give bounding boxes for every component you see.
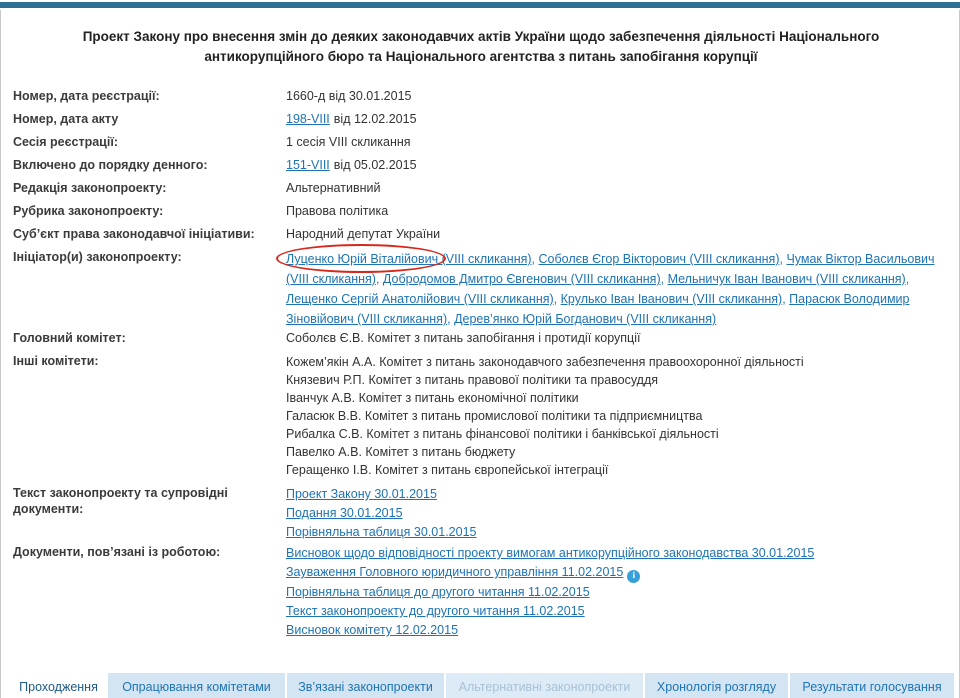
initiator-link[interactable]: Дерев’янко Юрій Богданович (VIII скликання) bbox=[454, 312, 717, 326]
act-value bbox=[286, 111, 949, 127]
edition-value: Альтернативний bbox=[286, 181, 381, 195]
initiators-label: Ініціатор(и) законопроекту: bbox=[13, 250, 182, 264]
document-line bbox=[286, 602, 943, 621]
document-line bbox=[286, 563, 943, 583]
registration-value: 1660-д від 30.01.2015 bbox=[286, 89, 412, 103]
document-line bbox=[286, 504, 943, 523]
act-number-link[interactable]: 198-VIII bbox=[286, 112, 330, 126]
committee-item: Кожем’якін А.А. Комітет з питань законодавчого забезпечення правоохоронної діяльності bbox=[286, 355, 804, 369]
initiator-link[interactable]: Лещенко Сергій Анатолійович (VIII скликання) bbox=[286, 292, 554, 306]
row-act-number bbox=[13, 111, 949, 127]
registration-label: Номер, дата реєстрації: bbox=[13, 89, 160, 103]
row-agenda bbox=[13, 157, 949, 173]
tab-zviazani-zakonoproekty[interactable]: Зв’язані законопроекти bbox=[287, 673, 444, 698]
document-line bbox=[286, 544, 943, 563]
committee-item: Рибалка С.В. Комітет з питань фінансової політики і банківської діяльності bbox=[286, 427, 719, 441]
row-rubric bbox=[13, 203, 949, 219]
related-document-link[interactable]: Текст законопроекту до другого читання 11.02.2015 bbox=[286, 604, 585, 618]
document-line bbox=[286, 523, 943, 542]
tab-bar bbox=[11, 673, 954, 698]
tab-prohodzhennia[interactable]: Проходження bbox=[11, 673, 106, 698]
related-documents-label: Документи, пов’язані із роботою: bbox=[13, 545, 221, 559]
subject-value: Народний депутат України bbox=[286, 227, 441, 241]
row-session bbox=[13, 134, 949, 150]
related-document-link[interactable]: Висновок щодо відповідності проекту вимогам антикорупційного законодавства 30.01.2015 bbox=[286, 546, 815, 560]
initiator-item bbox=[383, 272, 668, 286]
row-main-committee bbox=[13, 330, 949, 346]
main-committee-value: Соболєв Є.В. Комітет з питань запобігання і протидії корупції bbox=[286, 331, 641, 345]
committee-item: Іванчук А.В. Комітет з питань економічної політики bbox=[286, 391, 579, 405]
initiator-item bbox=[286, 292, 561, 306]
initiator-convocation: (VIII скликання) bbox=[438, 252, 532, 266]
info-icon[interactable]: i bbox=[627, 570, 640, 583]
document-line bbox=[286, 583, 943, 602]
agenda-number-link[interactable]: 151-VIII bbox=[286, 158, 330, 172]
agenda-label: Включено до порядку денного: bbox=[13, 158, 208, 172]
other-committees-label: Інші комітети: bbox=[13, 354, 99, 368]
other-committees-list bbox=[286, 353, 949, 479]
initiator-item bbox=[286, 252, 539, 266]
highlighted-initiator-name: Луценко Юрій Віталійович bbox=[286, 249, 438, 269]
bill-document-link[interactable]: Порівняльна таблиця 30.01.2015 bbox=[286, 525, 477, 539]
highlight-ellipse bbox=[276, 244, 446, 273]
initiator-link-lutsenko[interactable] bbox=[286, 252, 532, 266]
initiator-link[interactable]: Крулько Іван Іванович (VIII скликання) bbox=[560, 292, 783, 306]
agenda-value bbox=[286, 157, 949, 173]
row-subject bbox=[13, 226, 949, 242]
top-accent-bar bbox=[0, 2, 960, 8]
committee-item: Геращенко І.В. Комітет з питань європейської інтеграції bbox=[286, 463, 609, 477]
row-registration-number bbox=[13, 88, 949, 104]
bill-documents-list bbox=[286, 485, 949, 542]
bill-details bbox=[1, 27, 959, 640]
session-label: Сесія реєстрації: bbox=[13, 135, 118, 149]
committee-item: Князевич Р.П. Комітет з питань правової політики та правосуддя bbox=[286, 373, 659, 387]
initiator-link[interactable]: Мельничук Іван Іванович (VIII скликання) bbox=[667, 272, 906, 286]
initiator-link[interactable]: Добродомов Дмитро Євгенович (VIII скликання) bbox=[382, 272, 661, 286]
row-edition bbox=[13, 180, 949, 196]
row-other-committees bbox=[13, 353, 949, 479]
agenda-date: від 05.02.2015 bbox=[333, 158, 417, 172]
document-line bbox=[286, 485, 943, 504]
committee-item: Павелко А.В. Комітет з питань бюджету bbox=[286, 445, 516, 459]
related-documents-list bbox=[286, 544, 949, 640]
page-frame bbox=[0, 10, 960, 698]
row-related-documents bbox=[13, 544, 949, 640]
related-document-link[interactable]: Висновок комітету 12.02.2015 bbox=[286, 623, 459, 637]
act-date: від 12.02.2015 bbox=[333, 112, 417, 126]
row-bill-documents bbox=[13, 485, 949, 542]
edition-label: Редакція законопроекту: bbox=[13, 181, 167, 195]
tab-alternatyvni-zakonoproekty: Альтернативні законопроекти bbox=[446, 673, 643, 698]
initiator-link[interactable]: Парасюк Володимир Зіновійович (VIII скликання) bbox=[286, 292, 910, 326]
rubric-label: Рубрика законопроекту: bbox=[13, 204, 164, 218]
initiator-link[interactable]: Соболєв Єгор Вікторович (VIII скликання) bbox=[538, 252, 780, 266]
tab-khronolohiia-rozghliadu[interactable]: Хронологія розгляду bbox=[645, 673, 788, 698]
tab-rezultaty-holosuvannia[interactable]: Результати голосування bbox=[790, 673, 954, 698]
initiator-link[interactable]: Чумак Віктор Васильович (VIII скликання) bbox=[286, 252, 935, 286]
rubric-value: Правова політика bbox=[286, 204, 389, 218]
session-value: 1 сесія VIII скликання bbox=[286, 135, 411, 149]
bill-page bbox=[0, 2, 960, 698]
committee-item: Галасюк В.В. Комітет з питань промислової політики та підприємництва bbox=[286, 409, 703, 423]
act-label: Номер, дата акту bbox=[13, 112, 119, 126]
related-document-link[interactable]: Зауваження Головного юридичного управління 11.02.2015 bbox=[286, 565, 624, 579]
initiator-item bbox=[539, 252, 787, 266]
initiators-list bbox=[286, 249, 949, 329]
subject-label: Суб’єкт права законодавчої ініціативи: bbox=[13, 227, 255, 241]
bill-document-link[interactable]: Проект Закону 30.01.2015 bbox=[286, 487, 437, 501]
initiator-item bbox=[561, 292, 790, 306]
bill-documents-label: Текст законопроекту та супровідні документи: bbox=[13, 486, 228, 516]
row-initiators bbox=[13, 249, 949, 329]
bill-document-link[interactable]: Подання 30.01.2015 bbox=[286, 506, 403, 520]
initiator-item bbox=[668, 272, 910, 286]
document-line bbox=[286, 621, 943, 640]
initiator-item bbox=[454, 312, 716, 326]
page-title: Проект Закону про внесення змін до деяких законодавчих актів України щодо забезпечення діяльності Національного антикорупційного бюро та Національного агентства з питань запобігання корупції bbox=[82, 29, 880, 64]
main-committee-label: Головний комітет: bbox=[13, 331, 126, 345]
tab-opratsiuvannia-komitetamy[interactable]: Опрацювання комітетами bbox=[108, 673, 285, 698]
related-document-link[interactable]: Порівняльна таблиця до другого читання 11.02.2015 bbox=[286, 585, 590, 599]
